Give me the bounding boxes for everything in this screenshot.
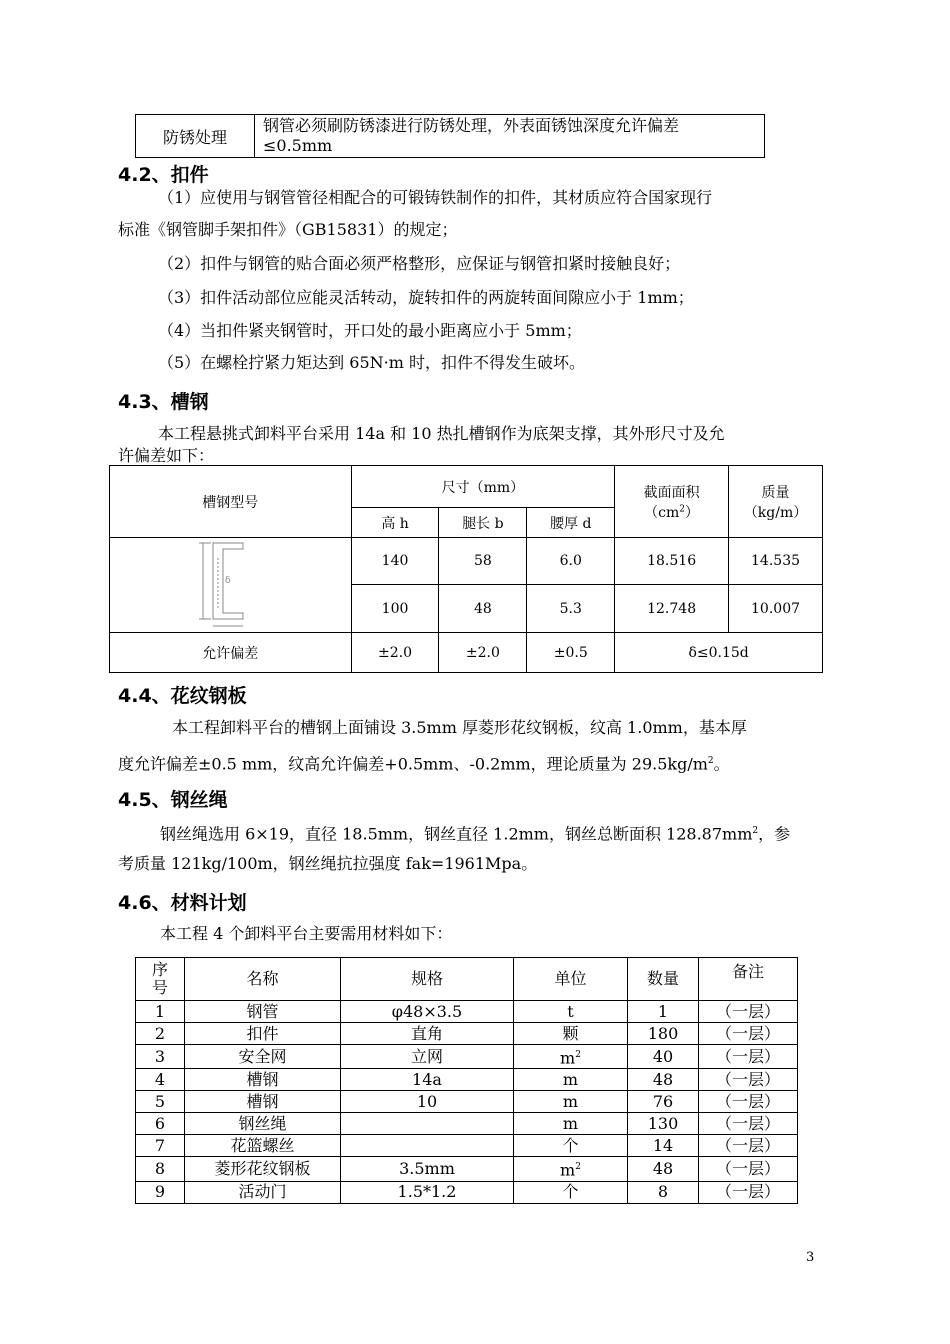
th-mass xyxy=(729,466,823,538)
cell-qty: 48 xyxy=(628,1069,699,1091)
table-row xyxy=(136,1135,798,1157)
cell-spec: φ48×3.5 xyxy=(341,1001,514,1023)
heading-4-6: 4.6、材料计划 xyxy=(118,892,247,914)
cell-unit xyxy=(514,1045,628,1069)
cell-note: （一层） xyxy=(699,1001,798,1023)
unit-text: 个 xyxy=(562,1135,579,1155)
s44-line2-end: 。 xyxy=(713,754,730,774)
th-area-unit xyxy=(615,502,728,522)
unit-text: 颗 xyxy=(562,1023,579,1043)
s44-line2 xyxy=(118,745,818,780)
cell-mass-1: 14.535 xyxy=(729,538,823,585)
channel-section-figure xyxy=(185,538,275,628)
rust-text-line2: ≤0.5mm xyxy=(263,136,333,155)
table-row xyxy=(136,1157,798,1181)
table-row xyxy=(136,1069,798,1091)
cell-qty: 76 xyxy=(628,1091,699,1113)
table-row xyxy=(136,1001,798,1023)
s44-line2-sup: 2 xyxy=(707,756,714,766)
table-row xyxy=(136,1023,798,1045)
cell-no: 9 xyxy=(136,1181,185,1203)
th-dim: 尺寸（mm） xyxy=(351,466,615,508)
cell-name: 花篮螺丝 xyxy=(185,1135,341,1157)
table-row xyxy=(136,1181,798,1203)
cell-qty: 40 xyxy=(628,1045,699,1069)
cell-name: 扣件 xyxy=(185,1023,341,1045)
cell-name: 钢管 xyxy=(185,1001,341,1023)
table-row xyxy=(136,1045,798,1069)
unit-text: 个 xyxy=(562,1182,579,1202)
cell-name: 钢丝绳 xyxy=(185,1113,341,1135)
th-area-unit-text: （cm xyxy=(644,504,680,521)
tol-label: 允许偏差 xyxy=(110,633,352,673)
s43-intro-line1: 本工程悬挑式卸料平台采用 14a 和 10 热扎槽钢作为底架支撑，其外形尺寸及允 xyxy=(158,424,725,443)
rust-text xyxy=(255,115,765,158)
s44-line2-text: 度允许偏差±0.5 mm，纹高允许偏差+0.5mm、-0.2mm，理论质量为 29.5kg/m xyxy=(118,754,708,774)
unit-sup: 2 xyxy=(575,1162,581,1173)
table-row xyxy=(110,538,823,585)
materials-body xyxy=(136,1001,798,1204)
cell-name: 安全网 xyxy=(185,1045,341,1069)
th-no-b: 号 xyxy=(151,978,168,997)
s42-p1-line1: （1）应使用与钢管管径相配合的可锻铸铁制作的扣件，其材质应符合国家现行 xyxy=(158,188,713,207)
s42-p5: （5）在螺栓拧紧力矩达到 65N·m 时，扣件不得发生破坏。 xyxy=(158,353,585,372)
s45-line1-sup: 2 xyxy=(752,826,759,836)
s45-line1 xyxy=(160,815,840,850)
s45-line1-text: 钢丝绳选用 6×19，直径 18.5mm，钢丝直径 1.2mm，钢丝总断面积 128.87mm xyxy=(160,824,753,844)
th-area-unit-close: ） xyxy=(685,504,700,521)
unit-text: m xyxy=(562,1069,579,1089)
page-number: 3 xyxy=(806,1250,815,1265)
s42-p3: （3）扣件活动部位应能灵活转动，旋转扣件的两旋转面间隙应小于 1mm； xyxy=(158,288,694,307)
cell-note: （一层） xyxy=(699,1135,798,1157)
tol-b: ±2.0 xyxy=(439,633,527,673)
s46-intro: 本工程 4 个卸料平台主要需用材料如下： xyxy=(160,924,453,943)
rust-label: 防锈处理 xyxy=(136,115,255,158)
cell-note: （一层） xyxy=(699,1157,798,1181)
th-area-label: 截面面积 xyxy=(643,484,700,501)
cell-h-1: 140 xyxy=(351,538,439,585)
cell-area-1: 18.516 xyxy=(615,538,729,585)
cell-note: （一层） xyxy=(699,1181,798,1203)
th-no-a: 序 xyxy=(151,960,168,979)
th-note: 备注 xyxy=(699,958,798,1001)
cell-unit xyxy=(514,1001,628,1023)
cell-no: 1 xyxy=(136,1001,185,1023)
rust-protection-table xyxy=(135,114,765,158)
th-mass-unit: （kg/m） xyxy=(743,504,808,521)
cell-spec: 直角 xyxy=(341,1023,514,1045)
cell-unit xyxy=(514,1181,628,1203)
cell-qty: 48 xyxy=(628,1157,699,1181)
cell-no: 2 xyxy=(136,1023,185,1045)
cell-spec xyxy=(341,1113,514,1135)
th-area xyxy=(615,466,729,538)
th-model: 槽钢型号 xyxy=(110,466,352,538)
cell-b-1: 58 xyxy=(439,538,527,585)
s42-p4: （4）当扣件紧夹钢管时，开口处的最小距离应小于 5mm； xyxy=(158,321,582,340)
cell-no: 6 xyxy=(136,1113,185,1135)
cell-no: 3 xyxy=(136,1045,185,1069)
channel-steel-table xyxy=(109,465,823,673)
cell-unit xyxy=(514,1113,628,1135)
table-row xyxy=(136,1091,798,1113)
delta-label: δ xyxy=(225,576,231,586)
cell-unit xyxy=(514,1091,628,1113)
cell-qty: 130 xyxy=(628,1113,699,1135)
th-h: 高 h xyxy=(351,508,439,538)
cell-note: （一层） xyxy=(699,1091,798,1113)
s45-line2: 考质量 121kg/100m，钢丝绳抗拉强度 fak=1961Mpa。 xyxy=(118,854,538,873)
th-unit: 单位 xyxy=(514,958,628,1001)
cell-unit xyxy=(514,1157,628,1181)
cell-area-2: 12.748 xyxy=(615,585,729,633)
cell-b-2: 48 xyxy=(439,585,527,633)
cell-h-2: 100 xyxy=(351,585,439,633)
cell-spec: 10 xyxy=(341,1091,514,1113)
th-name: 名称 xyxy=(185,958,341,1001)
channel-figure-cell xyxy=(110,538,352,633)
cell-no: 4 xyxy=(136,1069,185,1091)
unit-text: m xyxy=(562,1113,579,1133)
cell-no: 7 xyxy=(136,1135,185,1157)
cell-unit xyxy=(514,1135,628,1157)
cell-spec: 1.5*1.2 xyxy=(341,1181,514,1203)
cell-note: （一层） xyxy=(699,1113,798,1135)
cell-no: 8 xyxy=(136,1157,185,1181)
cell-d-1: 6.0 xyxy=(527,538,615,585)
cell-name: 活动门 xyxy=(185,1181,341,1203)
cell-name: 菱形花纹钢板 xyxy=(185,1157,341,1181)
unit-sup: 2 xyxy=(575,1050,581,1060)
heading-4-3: 4.3、槽钢 xyxy=(118,391,209,413)
unit-text: m xyxy=(562,1091,579,1111)
unit-text: m xyxy=(560,1160,576,1180)
th-b: 腿长 b xyxy=(439,508,527,538)
cell-unit xyxy=(514,1023,628,1045)
tol-other: δ≤0.15d xyxy=(615,633,823,673)
unit-text: m xyxy=(560,1048,576,1068)
cell-unit xyxy=(514,1069,628,1091)
cell-note: （一层） xyxy=(699,1069,798,1091)
tol-d: ±0.5 xyxy=(527,633,615,673)
rust-text-line1: 钢管必须刷防锈漆进行防锈处理，外表面锈蚀深度允许偏差 xyxy=(263,116,680,135)
s45-line1-end: ，参 xyxy=(758,824,791,844)
th-d: 腰厚 d xyxy=(527,508,615,538)
th-area-unit-sup: 2 xyxy=(679,503,686,514)
cell-spec: 14a xyxy=(341,1069,514,1091)
s43-intro-line2: 许偏差如下： xyxy=(118,446,215,465)
unit-text: t xyxy=(567,1001,574,1021)
cell-spec: 立网 xyxy=(341,1045,514,1069)
cell-spec: 3.5mm xyxy=(341,1157,514,1181)
materials-table xyxy=(135,957,798,1204)
cell-mass-2: 10.007 xyxy=(729,585,823,633)
th-spec: 规格 xyxy=(341,958,514,1001)
cell-note: （一层） xyxy=(699,1023,798,1045)
table-row xyxy=(110,633,823,673)
cell-d-2: 5.3 xyxy=(527,585,615,633)
cell-note: （一层） xyxy=(699,1045,798,1069)
cell-name: 槽钢 xyxy=(185,1069,341,1091)
cell-qty: 8 xyxy=(628,1181,699,1203)
cell-qty: 14 xyxy=(628,1135,699,1157)
heading-4-4: 4.4、花纹钢板 xyxy=(118,685,247,707)
s44-line1: 本工程卸料平台的槽钢上面铺设 3.5mm 厚菱形花纹钢板，纹高 1.0mm，基本厚 xyxy=(172,718,747,737)
s42-p2: （2）扣件与钢管的贴合面必须严格整形，应保证与钢管扣紧时接触良好； xyxy=(158,254,681,273)
cell-name: 槽钢 xyxy=(185,1091,341,1113)
th-mass-label: 质量 xyxy=(761,484,790,501)
tol-h: ±2.0 xyxy=(351,633,439,673)
cell-qty: 180 xyxy=(628,1023,699,1045)
cell-no: 5 xyxy=(136,1091,185,1113)
heading-4-5: 4.5、钢丝绳 xyxy=(118,789,228,811)
table-row xyxy=(136,1113,798,1135)
s42-p1-line2: 标准《钢管脚手架扣件》（GB15831）的规定； xyxy=(118,220,458,239)
cell-spec xyxy=(341,1135,514,1157)
th-no xyxy=(136,958,185,1001)
heading-4-2: 4.2、扣件 xyxy=(118,164,209,186)
cell-qty: 1 xyxy=(628,1001,699,1023)
th-qty: 数量 xyxy=(628,958,699,1001)
